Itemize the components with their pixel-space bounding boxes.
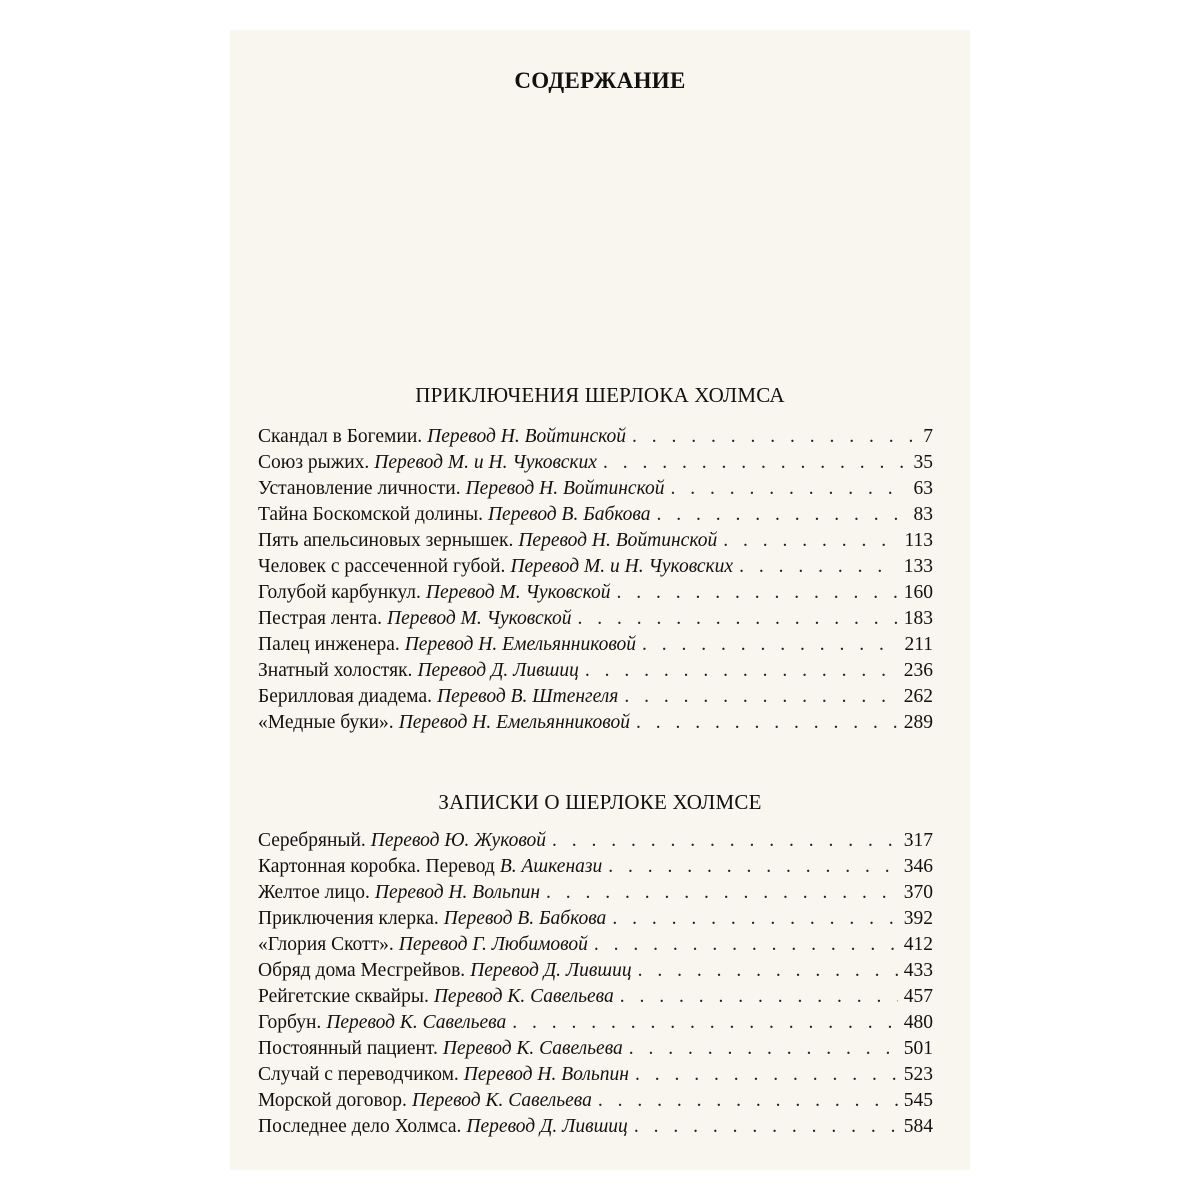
story-title: Берилловая диадема. — [258, 686, 433, 707]
toc-entry[interactable] — [258, 1114, 933, 1140]
page-number: 501 — [903, 1038, 933, 1059]
page-number: 346 — [903, 856, 933, 877]
page-number: 7 — [923, 426, 933, 447]
translator: Перевод Д. Лившиц — [466, 1116, 628, 1137]
dot-leader — [638, 958, 898, 984]
toc-entry[interactable] — [258, 580, 933, 606]
translator: Перевод Н. Войтинской — [427, 426, 627, 447]
page-number: 289 — [903, 712, 933, 733]
toc-entry[interactable] — [258, 958, 933, 984]
story-title: Последнее дело Холмса. — [258, 1116, 462, 1137]
dot-leader — [616, 580, 897, 606]
dot-leader — [603, 450, 908, 476]
toc-entry[interactable] — [258, 906, 933, 932]
toc-entry[interactable] — [258, 1088, 933, 1114]
story-title: Голубой карбункул. — [258, 582, 421, 603]
story-title: Морской договор. — [258, 1090, 407, 1111]
translator: Перевод К. Савельева — [442, 1038, 623, 1059]
story-title: Знатный холостяк. — [258, 660, 413, 681]
story-title: Серебряный. — [258, 830, 366, 851]
toc-list — [258, 424, 933, 736]
story-title: «Медные буки». — [258, 712, 394, 733]
story-title: Установление личности. — [258, 478, 461, 499]
dot-leader — [552, 828, 898, 854]
story-title: «Глория Скотт». — [258, 934, 394, 955]
dot-leader — [598, 1088, 898, 1114]
page-number: 457 — [903, 986, 933, 1007]
part-title: ПРИКЛЮЧЕНИЯ ШЕРЛОКА ХОЛМСА — [415, 383, 785, 407]
toc-entry[interactable] — [258, 450, 933, 476]
translator: Перевод М. и Н. Чуковских — [510, 556, 734, 577]
translator: Перевод Н. Войтинской — [465, 478, 665, 499]
page-number: 523 — [903, 1064, 933, 1085]
toc-entry[interactable] — [258, 476, 933, 502]
story-title: Человек с рассеченной губой. — [258, 556, 506, 577]
toc-list — [258, 828, 933, 1140]
dot-leader — [594, 932, 898, 958]
page-number: 370 — [903, 882, 933, 903]
toc-entry[interactable] — [258, 502, 933, 528]
translator: Перевод Д. Лившиц — [417, 660, 579, 681]
toc-entry[interactable] — [258, 606, 933, 632]
toc-entry[interactable] — [258, 1062, 933, 1088]
translator: Перевод Н. Вольпин — [374, 882, 541, 903]
page-number: 433 — [903, 960, 933, 981]
page-number: 236 — [903, 660, 933, 681]
story-title: Приключения клерка. — [258, 908, 439, 929]
dot-leader — [546, 880, 898, 906]
toc-entry[interactable] — [258, 828, 933, 854]
page-number: 262 — [903, 686, 933, 707]
dot-leader — [642, 632, 898, 658]
dot-leader — [578, 606, 898, 632]
toc-entry[interactable] — [258, 1010, 933, 1036]
story-title: Пестрая лента. — [258, 608, 382, 629]
page-number: 584 — [903, 1116, 933, 1137]
story-title: Пять апельсиновых зернышек. — [258, 530, 514, 551]
dot-leader — [636, 710, 898, 736]
translator: Перевод К. Савельева — [326, 1012, 507, 1033]
page-number: 113 — [904, 530, 933, 551]
story-title: Горбун. — [258, 1012, 322, 1033]
page-number: 83 — [913, 504, 933, 525]
page-number: 412 — [903, 934, 933, 955]
translator: Перевод Г. Любимовой — [398, 934, 588, 955]
page-number: 63 — [913, 478, 933, 499]
dot-leader — [656, 502, 907, 528]
dot-leader — [620, 984, 898, 1010]
translator: Перевод М. Чуковской — [425, 582, 611, 603]
dot-leader — [608, 854, 898, 880]
toc-entry[interactable] — [258, 932, 933, 958]
toc-entry[interactable] — [258, 984, 933, 1010]
story-title: Тайна Боскомской долины. — [258, 504, 483, 525]
story-title: Союз рыжих. — [258, 452, 370, 473]
dot-leader — [512, 1010, 898, 1036]
translator: Перевод М. Чуковской — [387, 608, 572, 629]
toc-entry[interactable] — [258, 554, 933, 580]
story-title: Рейгетские сквайры. — [258, 986, 429, 1007]
toc-entry[interactable] — [258, 632, 933, 658]
translator: Перевод К. Савельева — [433, 986, 614, 1007]
translator: Перевод М. и Н. Чуковских — [374, 452, 597, 473]
dot-leader — [635, 1062, 898, 1088]
toc-entry[interactable] — [258, 710, 933, 736]
book-page — [230, 30, 970, 1170]
dot-leader — [670, 476, 907, 502]
translator: В. Ашкенази — [499, 856, 603, 877]
translator: Перевод Н. Вольпин — [463, 1064, 629, 1085]
page-number: 35 — [913, 452, 933, 473]
translator: Перевод В. Бабкова — [487, 504, 651, 525]
dot-leader — [723, 528, 898, 554]
toc-entry[interactable] — [258, 684, 933, 710]
dot-leader — [624, 684, 897, 710]
page-number: 133 — [903, 556, 933, 577]
page-number: 160 — [903, 582, 933, 603]
page-number: 545 — [903, 1090, 933, 1111]
translator: Перевод Д. Лившиц — [470, 960, 632, 981]
toc-entry[interactable] — [258, 854, 933, 880]
translator: Перевод В. Штенгеля — [437, 686, 619, 707]
page-number: 317 — [903, 830, 933, 851]
toc-entry[interactable] — [258, 658, 933, 684]
contents-heading: СОДЕРЖАНИЕ — [514, 68, 686, 93]
story-title: Желтое лицо. — [258, 882, 370, 903]
story-title: Скандал в Богемии. — [258, 426, 423, 447]
part-title: ЗАПИСКИ О ШЕРЛОКЕ ХОЛМСЕ — [438, 790, 762, 814]
story-title: Картонная коробка. Перевод — [258, 856, 495, 877]
page-number: 211 — [904, 634, 933, 655]
page-number: 392 — [903, 908, 933, 929]
translator: Перевод К. Савельева — [411, 1090, 592, 1111]
dot-leader — [632, 424, 917, 450]
dot-leader — [585, 658, 898, 684]
story-title: Постоянный пациент. — [258, 1038, 438, 1059]
dot-leader — [612, 906, 897, 932]
story-title: Случай с переводчиком. — [258, 1064, 459, 1085]
dot-leader — [739, 554, 898, 580]
toc-entry[interactable] — [258, 880, 933, 906]
dot-leader — [634, 1114, 898, 1140]
story-title: Палец инженера. — [258, 634, 400, 655]
translator: Перевод Н. Войтинской — [518, 530, 718, 551]
translator: Перевод Н. Емельянниковой — [398, 712, 631, 733]
story-title: Обряд дома Месгрейвов. — [258, 960, 466, 981]
translator: Перевод В. Бабкова — [443, 908, 607, 929]
translator: Перевод Н. Емельянниковой — [404, 634, 637, 655]
page-number: 480 — [903, 1012, 933, 1033]
toc-entry[interactable] — [258, 1036, 933, 1062]
toc-entry[interactable] — [258, 424, 933, 450]
toc-entry[interactable] — [258, 528, 933, 554]
translator: Перевод Ю. Жуковой — [370, 830, 547, 851]
page-number: 183 — [903, 608, 933, 629]
dot-leader — [629, 1036, 898, 1062]
